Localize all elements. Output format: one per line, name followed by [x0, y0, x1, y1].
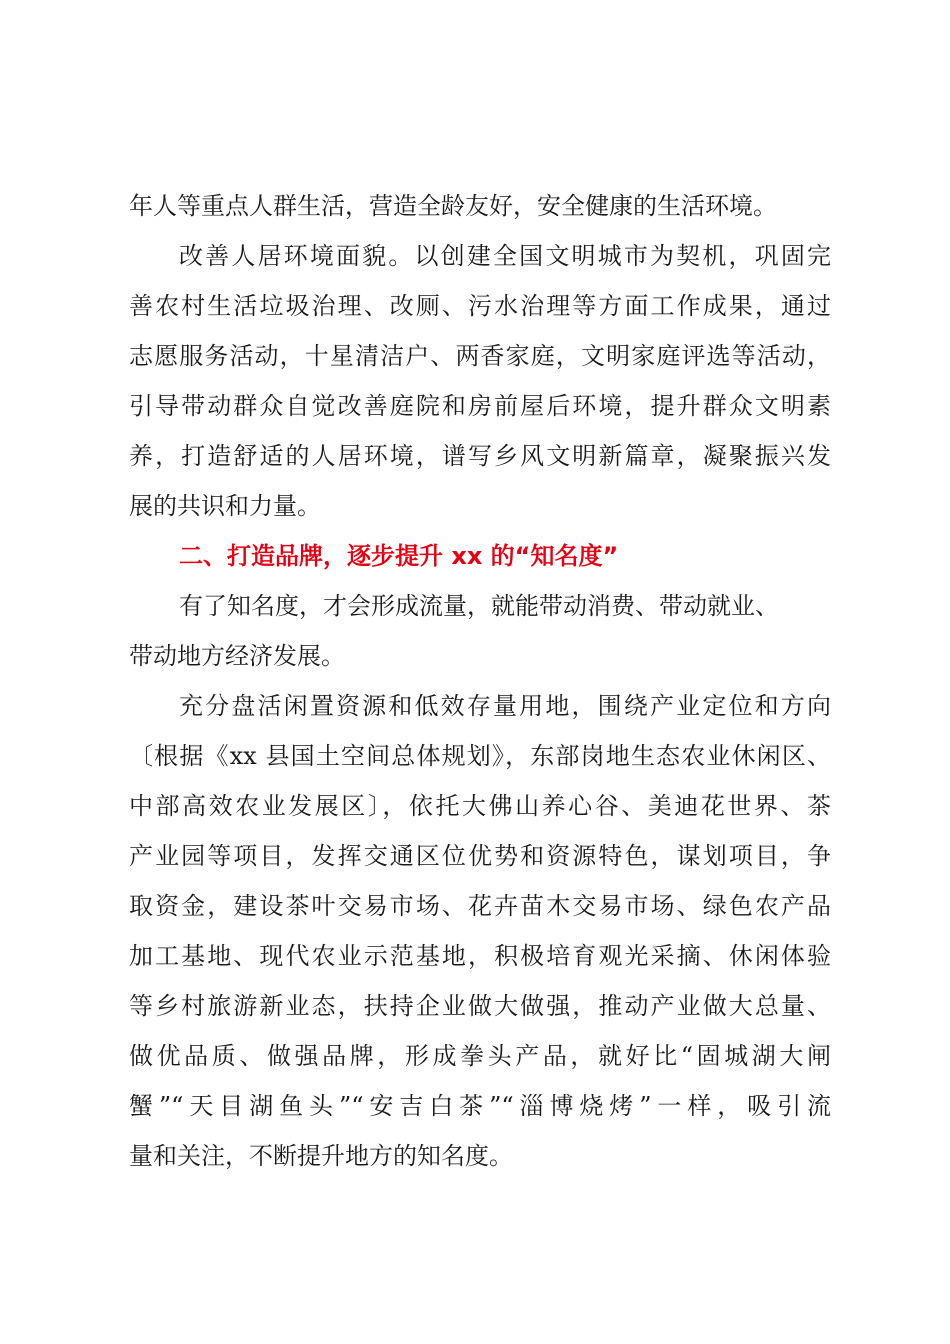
paragraph-line: 取资金，建设茶叶交易市场、花卉苗木交易市场、绿色农产品 — [129, 892, 831, 920]
paragraph-line: 等乡村旅游新业态，扶持企业做大做强，推动产业做大总量、 — [129, 992, 831, 1020]
paragraph-line: 年人等重点人群生活，营造全龄友好，安全健康的生活环境。 — [129, 192, 777, 220]
paragraph-line: 引导带动群众自觉改善庭院和房前屋后环境，提升群众文明素 — [129, 392, 831, 420]
section-heading: 二、打造品牌，逐步提升 xx 的“知名度” — [179, 542, 619, 570]
paragraph-line: 善农村生活垃圾治理、改厕、污水治理等方面工作成果，通过 — [129, 292, 831, 320]
paragraph-line: 产业园等项目，发挥交通区位优势和资源特色，谋划项目，争 — [129, 842, 831, 870]
paragraph-3 — [129, 581, 831, 681]
document-body — [129, 181, 831, 1181]
paragraph-line: 志愿服务活动，十星清洁户、两香家庭，文明家庭评选等活动， — [129, 342, 831, 370]
paragraph-line: 加工基地、现代农业示范基地，积极培育观光采摘、休闲体验 — [129, 942, 831, 970]
paragraph-1 — [129, 181, 831, 231]
paragraph-line: 带动地方经济发展。 — [129, 642, 345, 670]
paragraph-2 — [129, 231, 831, 531]
paragraph-line: 改善人居环境面貌。以创建全国文明城市为契机，巩固完 — [179, 242, 831, 270]
paragraph-line: 蟹”“天目湖鱼头”“安吉白茶”“淄博烧烤”一样，吸引流 — [129, 1092, 831, 1120]
paragraph-line: 做优品质、做强品牌，形成拳头产品，就好比“固城湖大闸 — [129, 1042, 831, 1070]
paragraph-line: 有了知名度，才会形成流量，就能带动消费、带动就业、 — [179, 592, 779, 620]
paragraph-line: 充分盘活闲置资源和低效存量用地，围绕产业定位和方向 — [179, 692, 831, 720]
paragraph-line: 中部高效农业发展区〕，依托大佛山养心谷、美迪花世界、茶 — [129, 792, 831, 820]
paragraph-4 — [129, 681, 831, 1181]
paragraph-line: 养，打造舒适的人居环境，谱写乡风文明新篇章，凝聚振兴发 — [129, 442, 831, 470]
paragraph-line: 〔根据《xx 县国土空间总体规划》，东部岗地生态农业休闲区、 — [129, 742, 831, 770]
paragraph-line: 展的共识和力量。 — [129, 492, 321, 520]
paragraph-line: 量和关注，不断提升地方的知名度。 — [129, 1142, 513, 1170]
